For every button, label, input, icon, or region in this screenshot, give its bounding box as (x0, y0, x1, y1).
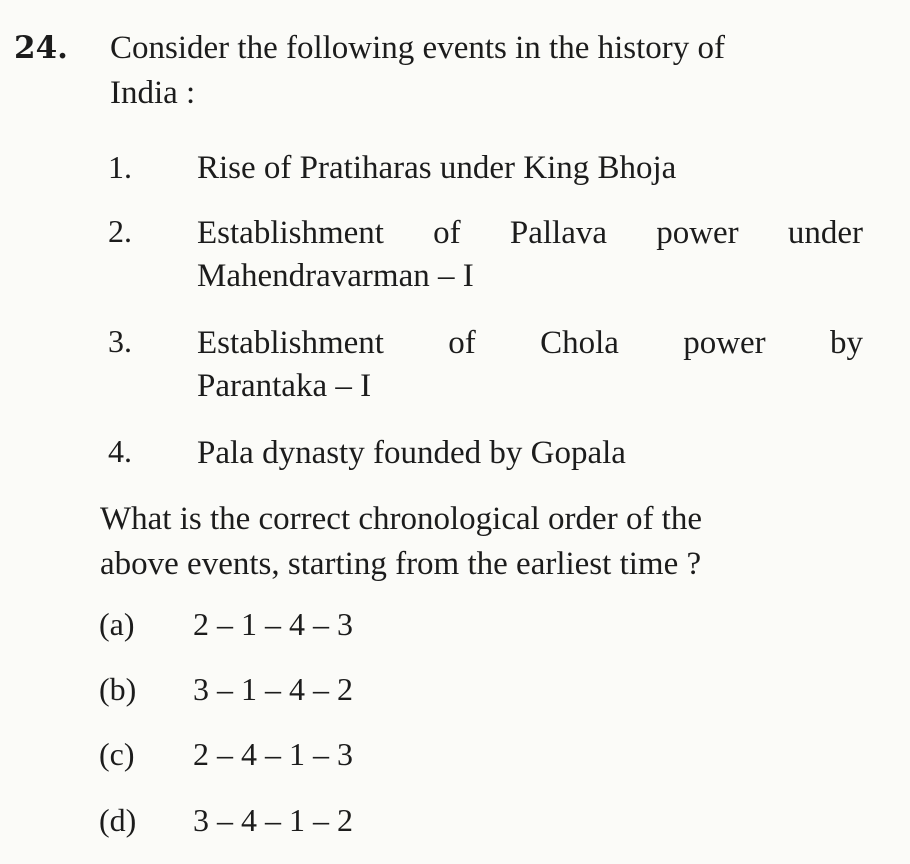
statement-line: Mahendravarman – I (197, 258, 474, 294)
statement-word: of (433, 215, 461, 251)
statement-text: Pala dynasty founded by Gopala (197, 435, 626, 471)
statement-line (197, 322, 863, 365)
statement-word: power (656, 215, 739, 251)
statement-word: Pallava (509, 215, 607, 251)
statement-number: 4. (108, 433, 132, 469)
question-prompt-line: What is the correct chronological order of the (100, 501, 702, 537)
statement-word: by (829, 325, 863, 361)
question-stem-line: India : (110, 75, 196, 111)
statement-number: 2. (108, 213, 132, 249)
statement-line: Parantaka – I (197, 368, 372, 404)
statement-word: Establishment (197, 325, 384, 361)
option-value-a: 2 – 1 – 4 – 3 (193, 606, 353, 642)
statement-word: of (448, 325, 476, 361)
statement-text (197, 212, 863, 298)
option-label-c: (c) (99, 736, 135, 772)
option-label-d: (d) (99, 802, 137, 838)
question-prompt-line: above events, starting from the earliest time ? (100, 546, 702, 582)
statement-line (197, 212, 863, 255)
statement-word: Establishment (197, 215, 384, 251)
option-label-b: (b) (99, 671, 137, 707)
question-number: 24. (14, 30, 68, 66)
statement-word: under (787, 215, 863, 251)
option-label-a: (a) (99, 606, 135, 642)
question-stem-line: Consider the following events in the history of (110, 30, 725, 66)
statement-number: 3. (108, 323, 132, 359)
option-value-c: 2 – 4 – 1 – 3 (193, 736, 353, 772)
statement-text: Rise of Pratiharas under King Bhoja (197, 150, 677, 186)
question-stem (110, 26, 870, 116)
option-value-d: 3 – 4 – 1 – 2 (193, 802, 353, 838)
statement-word: power (683, 325, 766, 361)
statement-word: Chola (540, 325, 619, 361)
option-value-b: 3 – 1 – 4 – 2 (193, 671, 353, 707)
statement-number: 1. (108, 149, 132, 185)
question-prompt (100, 497, 870, 587)
statement-text (197, 322, 863, 408)
